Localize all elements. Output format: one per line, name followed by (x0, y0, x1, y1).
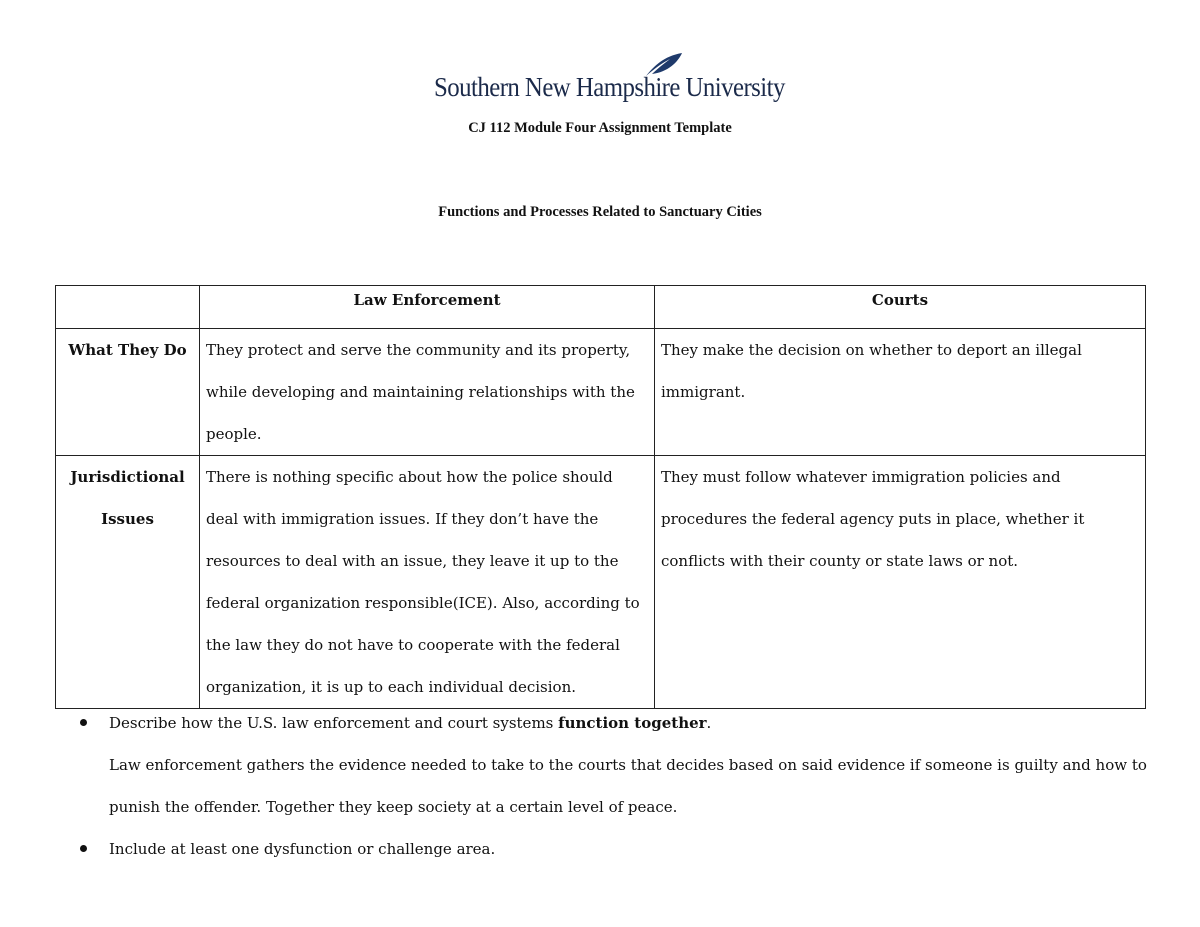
university-logo (432, 52, 785, 108)
table-row (56, 456, 1146, 709)
cell-courts: They make the decision on whether to deport an illegal immigrant. (655, 329, 1146, 456)
comparison-table (55, 285, 1146, 709)
table-header-row (56, 286, 1146, 329)
table-row (56, 329, 1146, 456)
logo-wordmark: Southern New Hampshire University (434, 72, 785, 102)
bullet-suffix: . (706, 714, 712, 732)
cell-law-enforcement: There is nothing specific about how the police should deal with immigration issues. If they don’t have the resources to deal with an issue, they leave it up to the federal organization responsible(ICE). Also, according to the law they do not have to cooperate with the federal organization, it is up to each individual decision. (200, 456, 655, 709)
bullet-answer: Law enforcement gathers the evidence needed to take to the courts that decides based on said evidence if someone is guilty and how to punish the offender. Together they keep society at a certain level of peace. (109, 756, 1147, 816)
document-title: CJ 112 Module Four Assignment Template (468, 120, 732, 136)
bullet-bold-text: function together (558, 714, 707, 732)
row-label-jurisdictional-issues: Jurisdictional Issues (56, 456, 200, 709)
list-item (80, 702, 1160, 744)
bullet-list (80, 702, 1160, 870)
bullet-text: Include at least one dysfunction or challenge area. (109, 840, 496, 858)
table-header-courts: Courts (655, 286, 1146, 329)
section-title: Functions and Processes Related to Sanctuary Cities (438, 204, 762, 220)
cell-law-enforcement: They protect and serve the community and its property, while developing and maintaining relationships with the people. (200, 329, 655, 456)
cell-courts: They must follow whatever immigration policies and procedures the federal agency puts in place, whether it conflicts with their county or state laws or not. (655, 456, 1146, 709)
table-header-empty (56, 286, 200, 329)
bullet-prefix: Describe how the U.S. law enforcement and court systems (109, 714, 559, 732)
list-item (80, 828, 1160, 870)
row-label-what-they-do: What They Do (56, 329, 200, 456)
table-header-law-enforcement: Law Enforcement (200, 286, 655, 329)
bullet-dot-icon (80, 845, 87, 852)
bullet-dot-icon (80, 719, 87, 726)
